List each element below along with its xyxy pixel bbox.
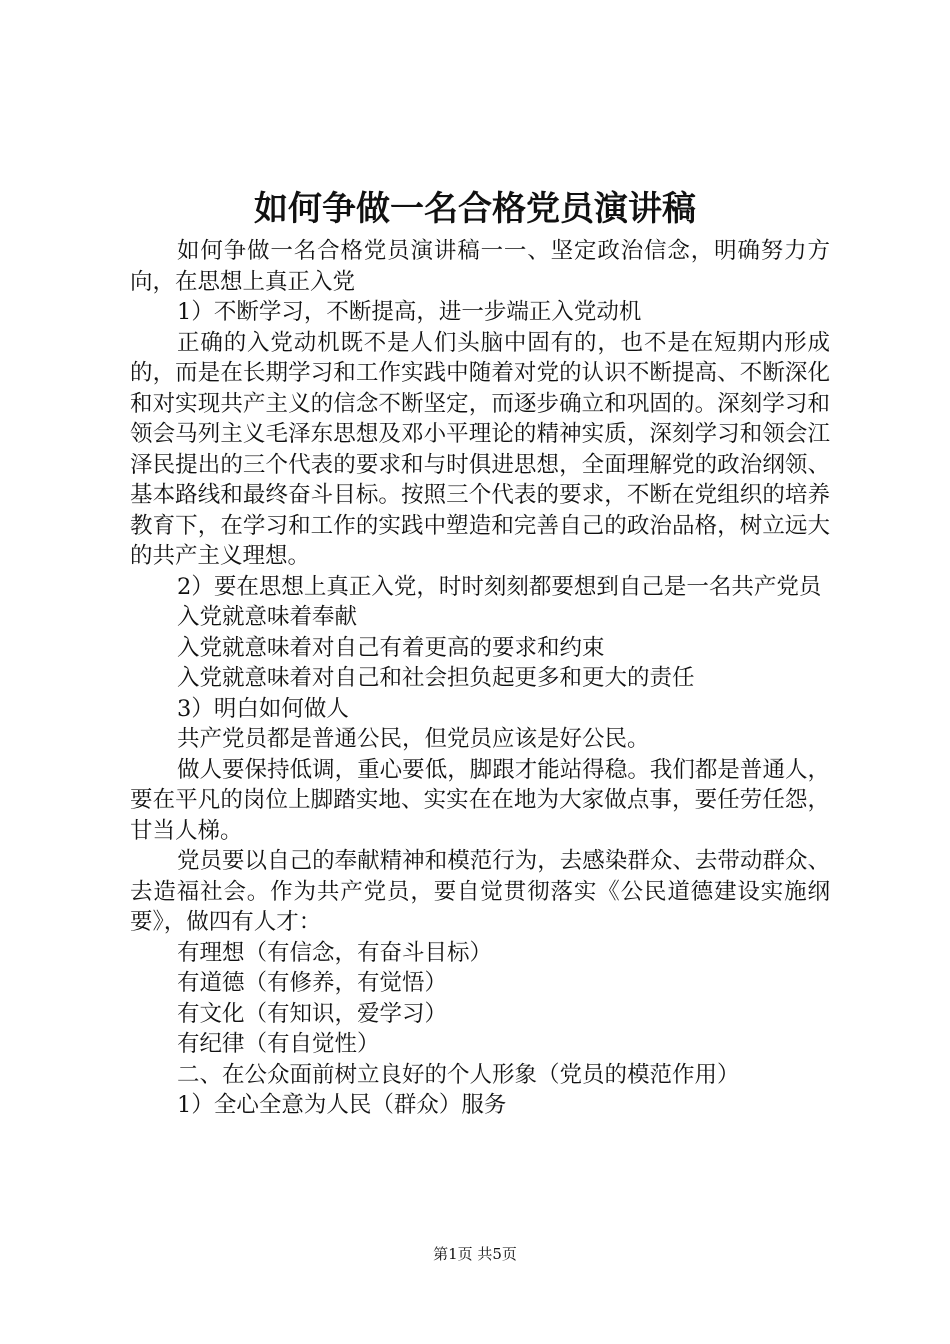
paragraph: 有理想（有信念，有奋斗目标） (177, 939, 493, 966)
paragraph: 2）要在思想上真正入党，时时刻刻都要想到自己是一名共产党员 (177, 573, 822, 600)
paragraph: 有文化（有知识，爱学习） (177, 1000, 448, 1027)
document-body (130, 236, 830, 1121)
paragraph: 共产党员都是普通公民，但党员应该是好公民。 (177, 726, 650, 752)
paragraph: 做人要保持低调，重心要低，脚跟才能站得稳。我们都是普通人，要在平凡的岗位上脚踏实地、实实在在地为大家做点事，要任劳任怨，甘当人梯。 (130, 756, 830, 844)
paragraph: 入党就意味着奉献 (177, 604, 358, 630)
page-footer: 第1页 共5页 (433, 1245, 517, 1263)
paragraph: 1）全心全意为人民（群众）服务 (177, 1092, 507, 1118)
paragraph: 入党就意味着对自己有着更高的要求和约束 (177, 634, 605, 661)
paragraph: 正确的入党动机既不是人们头脑中固有的，也不是在短期内形成的，而是在长期学习和工作实践中随着对党的认识不断提高、不断深化和对实现共产主义的信念不断坚定，而逐步确立和巩固的。深刻学习和领会马列主义毛泽东思想及邓小平理论的精神实质，深刻学习和领会江泽民提出的三个代表的要求和与时俱进思想，全面理解党的政治纲领、基本路线和最终奋斗目标。按照三个代表的要求，不断在党组织的培养教育下，在学习和工作的实践中塑造和完善自己的政治品格，树立远大的共产主义理想。 (130, 329, 830, 569)
paragraph: 如何争做一名合格党员演讲稿一一、坚定政治信念，明确努力方向，在思想上真正入党 (130, 238, 830, 295)
paragraph: 入党就意味着对自己和社会担负起更多和更大的责任 (177, 665, 695, 691)
paragraph: 1）不断学习，不断提高，进一步端正入党动机 (177, 299, 642, 325)
paragraph: 党员要以自己的奉献精神和模范行为，去感染群众、去带动群众、去造福社会。作为共产党员，要自觉贯彻落实《公民道德建设实施纲要》，做四有人才： (130, 848, 830, 935)
document-title: 如何争做一名合格党员演讲稿 (254, 189, 696, 229)
paragraph: 有道德（有修养，有觉悟） (177, 970, 448, 996)
paragraph: 有纪律（有自觉性） (177, 1031, 380, 1057)
paragraph: 二、在公众面前树立良好的个人形象（党员的模范作用） (177, 1061, 740, 1088)
paragraph: 3）明白如何做人 (177, 695, 349, 722)
